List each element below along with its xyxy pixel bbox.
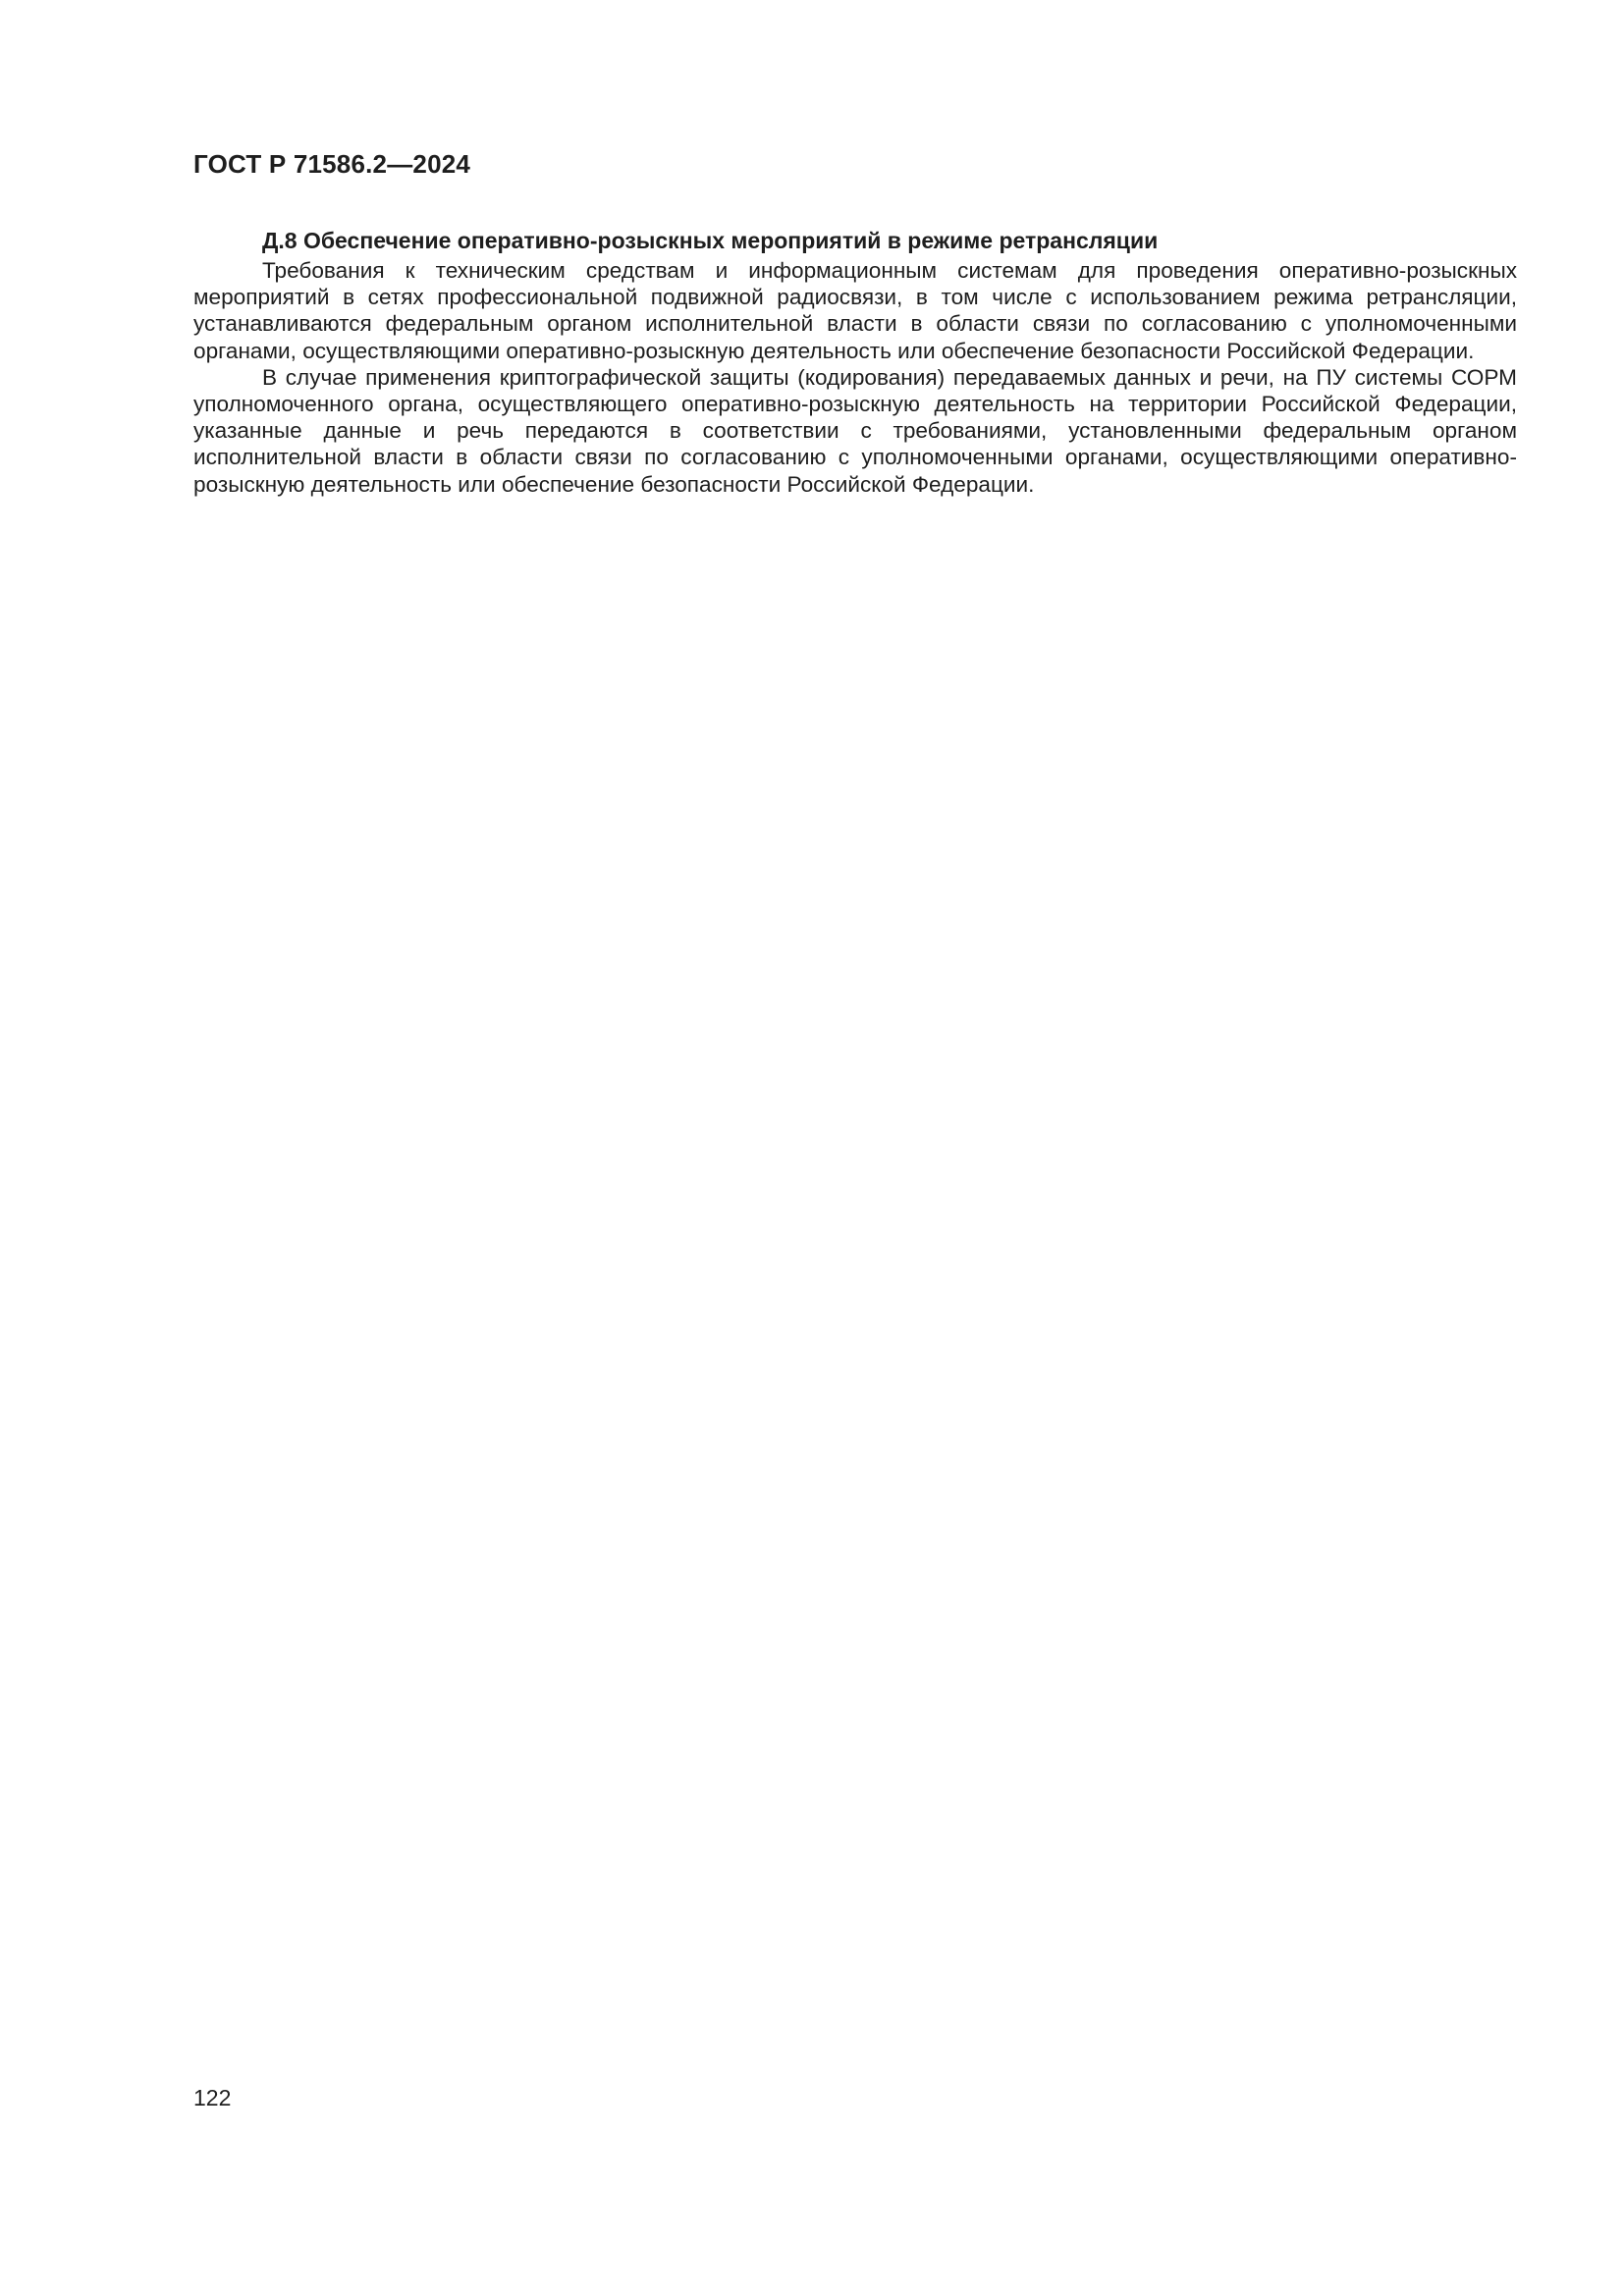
section-title: Д.8 Обеспечение оперативно-розыскных мероприятий в режиме ретрансляции xyxy=(262,228,1159,253)
paragraph: Требования к техническим средствам и информационным системам для проведения оперативно-розыскных мероприятий в сетях профессиональной подвижной радиосвязи, в том числе с использованием режима ретрансляции, устанавливаются федеральным органом исполнительной власти в области связи по согласованию с уполномоченными органами, осуществляющими оперативно-розыскную деятельность или обеспечение безопасности Российской Федерации. xyxy=(193,258,1517,363)
document-body xyxy=(193,226,1517,498)
paragraph: В случае применения криптографической защиты (кодирования) передаваемых данных и речи, на ПУ системы СОРМ уполномоченного органа, осуществляющего оперативно-розыскную деятельность на территории Российской Федерации, указанные данные и речь передаются в соответствии с требованиями, установленными федеральным органом исполнительной власти в области связи по согласованию с уполномоченными органами, осуществляющими оперативно-розыскную деятельность или обеспечение безопасности Российской Федерации. xyxy=(193,364,1517,497)
document-header: ГОСТ Р 71586.2—2024 xyxy=(193,149,471,179)
page-number: 122 xyxy=(193,2085,232,2110)
